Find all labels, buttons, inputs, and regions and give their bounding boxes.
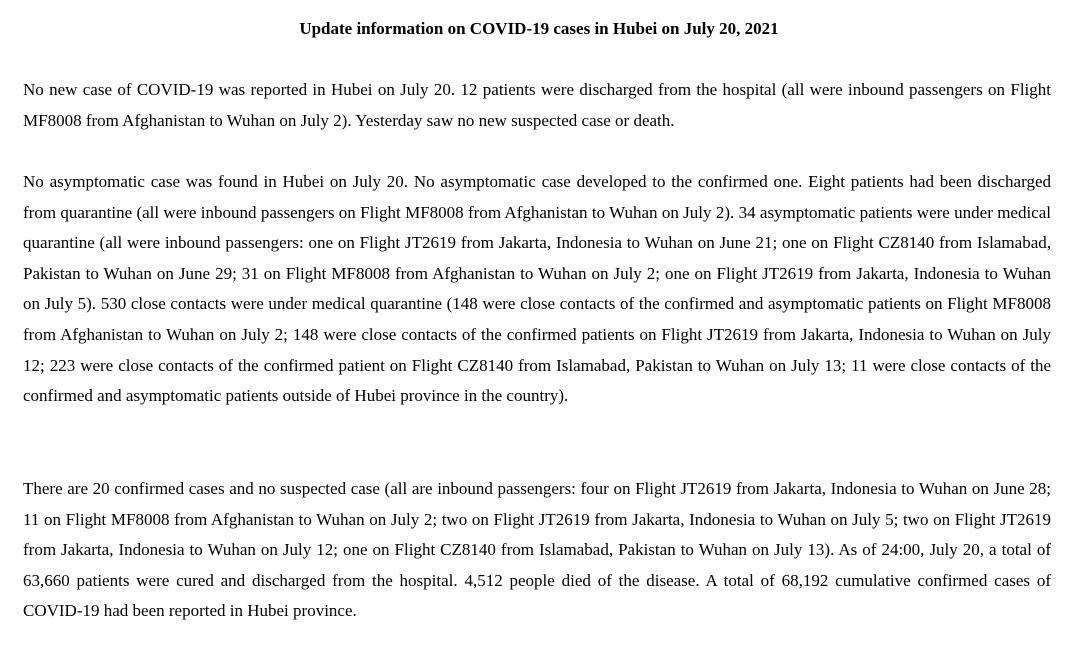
paragraph-new-cases: No new case of COVID-19 was reported in Hubei on July 20. 12 patients were discharged from the hospital (all were inbound passengers on Flight MF8008 from Afghanistan to Wuhan on July 2). Yesterday saw no new suspected case or death. [23,80,1051,130]
document-title: Update information on COVID-19 cases in Hubei on July 20, 2021 [299,19,779,38]
paragraph-asymptomatic-cases: No asymptomatic case was found in Hubei on July 20. No asymptomatic case developed to the confirmed one. Eight patients had been discharged from quarantine (all were inbound passengers on Flight MF8008 from Afghanistan to Wuhan on July 2). 34 asymptomatic patients were under medical quarantine (all were inbound passengers: one on Flight JT2619 from Jakarta, Indonesia to Wuhan on June 21; one on Flight CZ8140 from Islamabad, Pakistan to Wuhan on June 29; 31 on Flight MF8008 from Afghanistan to Wuhan on July 2; one on Flight JT2619 from Jakarta, Indonesia to Wuhan on July 5). 530 close contacts were under medical quarantine (148 were close contacts of the confirmed and asymptomatic patients on Flight MF8008 from Afghanistan to Wuhan on July 2; 148 were close contacts of the confirmed patients on Flight JT2619 from Jakarta, Indonesia to Wuhan on July 12; 223 were close contacts of the confirmed patient on Flight CZ8140 from Islamabad, Pakistan to Wuhan on July 13; 11 were close contacts of the confirmed and asymptomatic patients outside of Hubei province in the country). [23,172,1051,406]
paragraph-confirmed-totals: There are 20 confirmed cases and no suspected case (all are inbound passengers: four on Flight JT2619 from Jakarta, Indonesia to Wuhan on June 28; 11 on Flight MF8008 from Afghanistan to Wuhan on July 2; two on Flight JT2619 from Jakarta, Indonesia to Wuhan on July 5; two on Flight JT2619 from Jakarta, Indonesia to Wuhan on July 12; one on Flight CZ8140 from Islamabad, Pakistan to Wuhan on July 13). As of 24:00, July 20, a total of 63,660 patients were cured and discharged from the hospital. 4,512 people died of the disease. A total of 68,192 cumulative confirmed cases of COVID-19 had been reported in Hubei province. [23,479,1051,621]
